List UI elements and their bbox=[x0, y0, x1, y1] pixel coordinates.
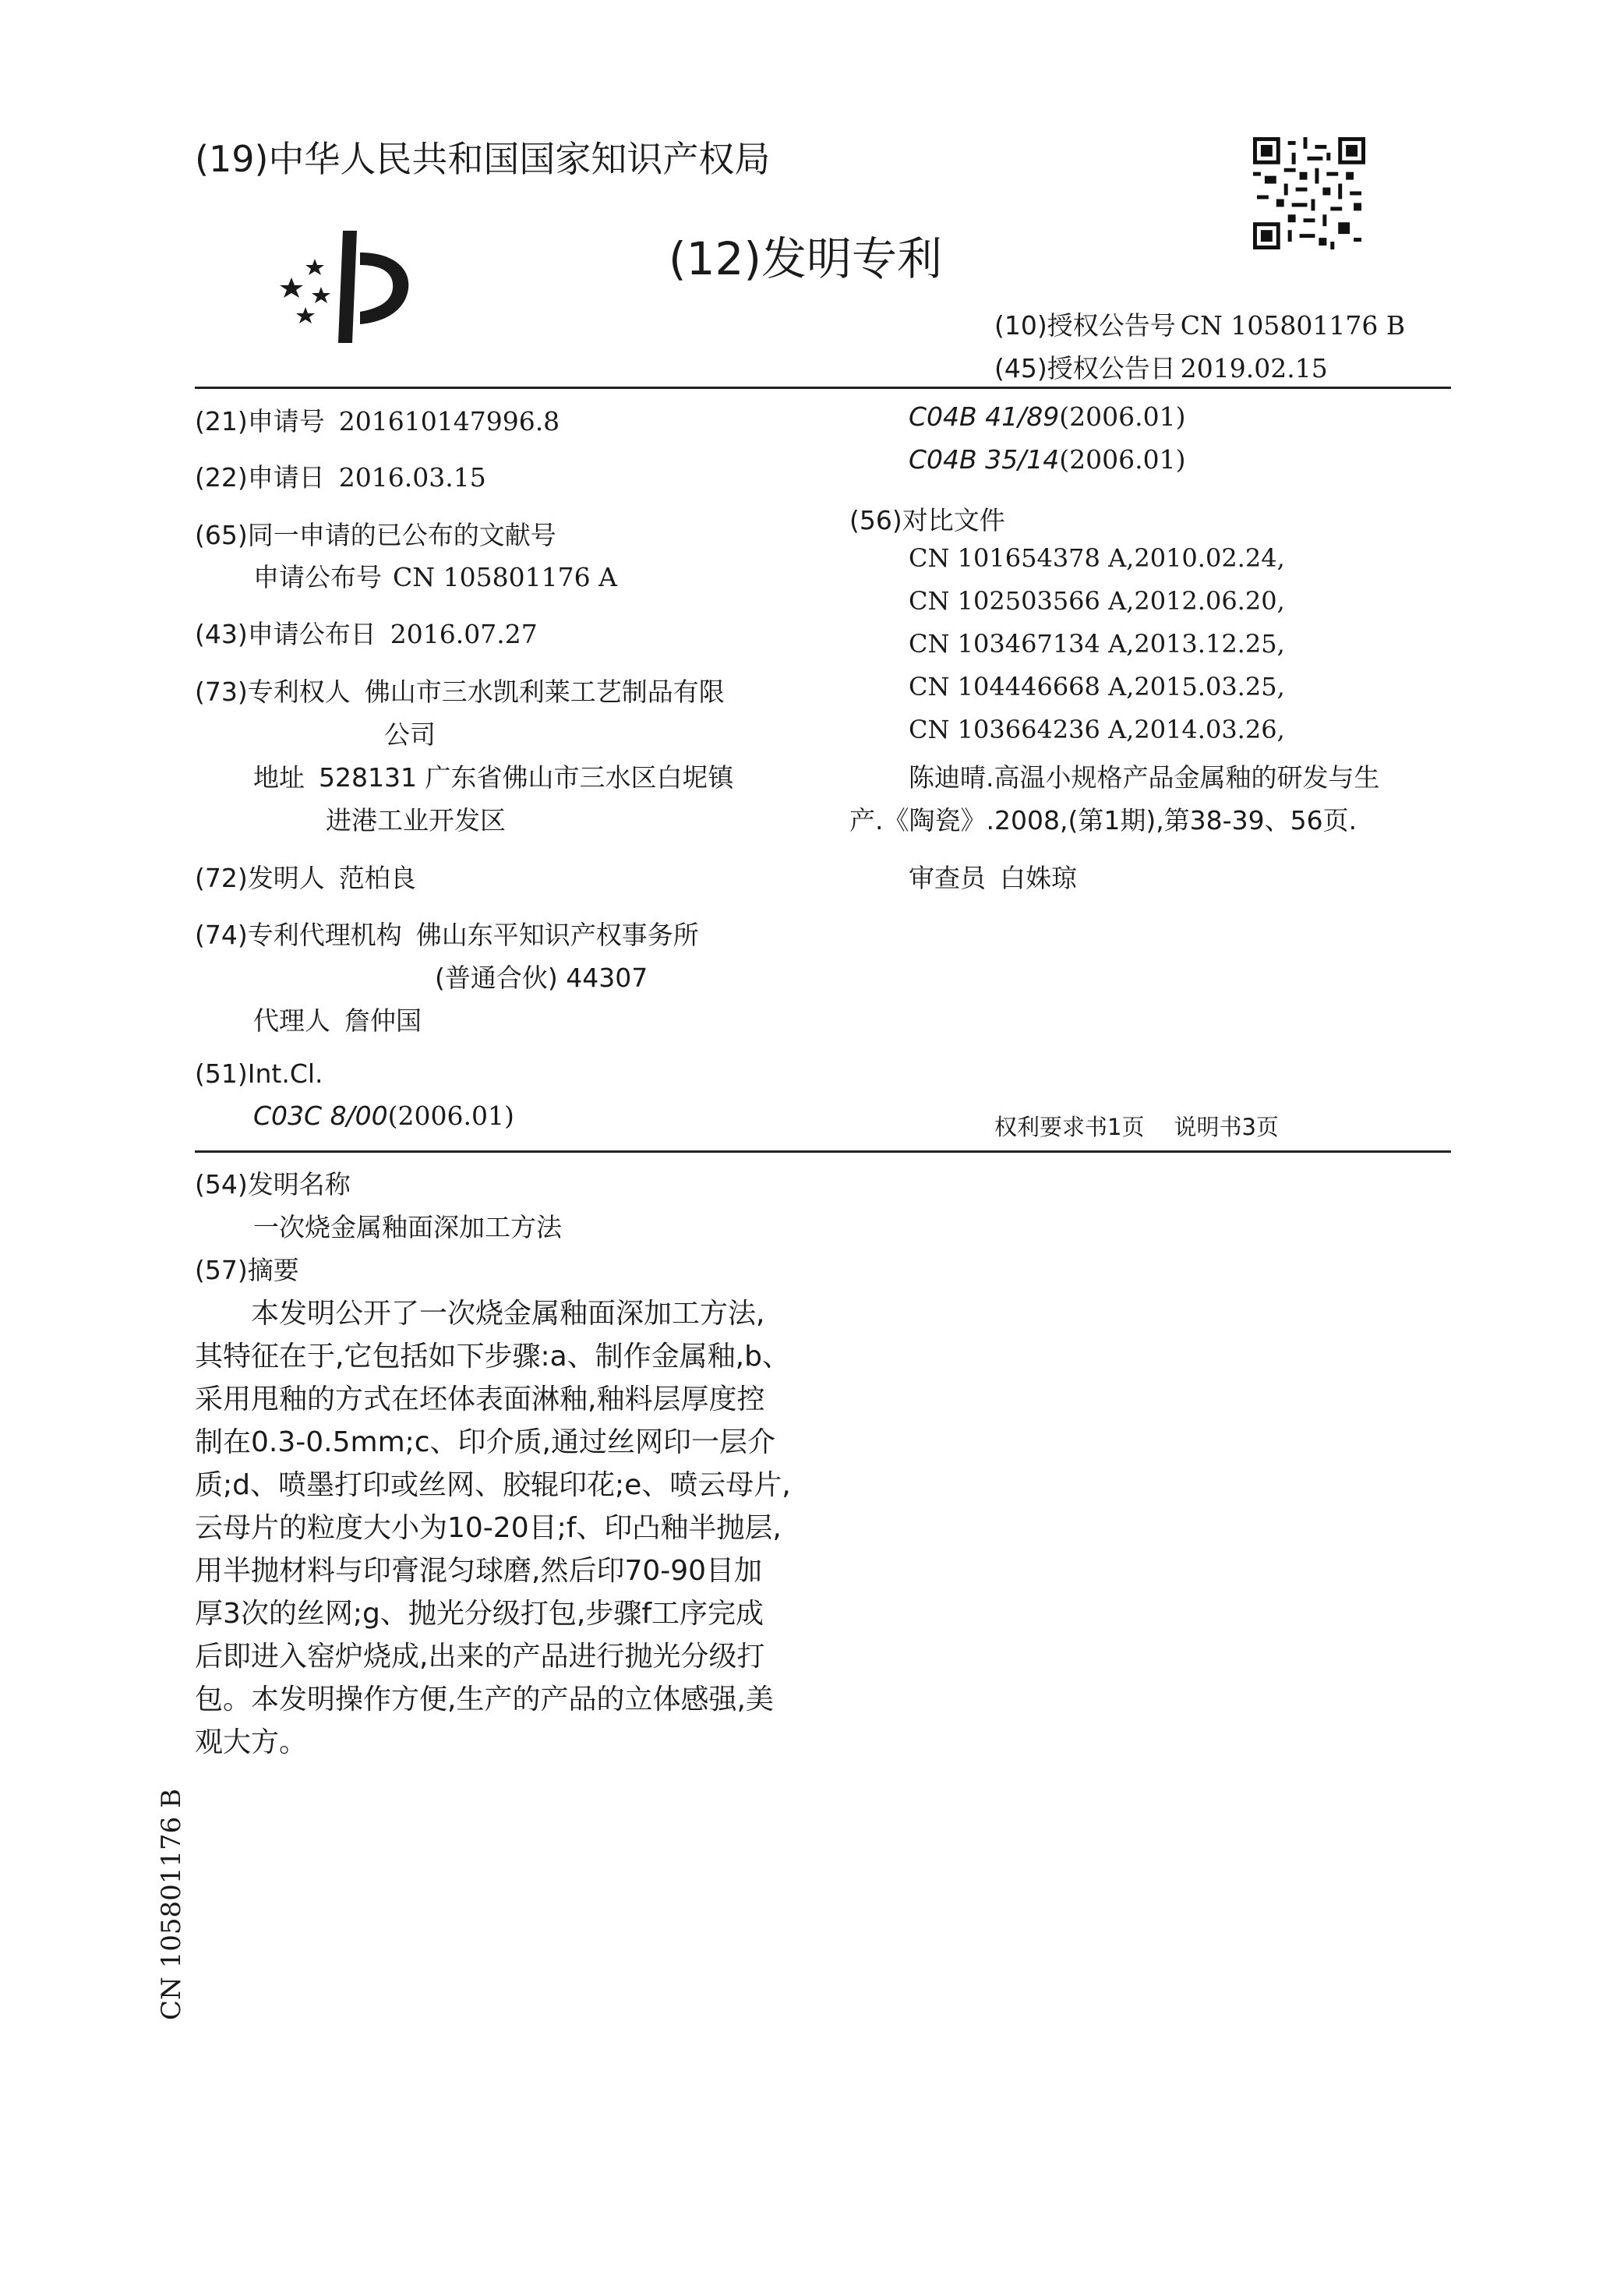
cited-reference: CN 101654378 A,2010.02.24, bbox=[909, 543, 1285, 573]
application-publication-date-value: 2016.07.27 bbox=[390, 619, 538, 649]
patent-agency bbox=[195, 915, 699, 952]
abstract-line: 质;d、喷墨打印或丝网、胶辊印花;e、喷云母片, bbox=[195, 1469, 791, 1501]
cited-reference: CN 103467134 A,2013.12.25, bbox=[909, 629, 1285, 659]
cited-reference: CN 102503566 A,2012.06.20, bbox=[909, 586, 1285, 616]
address-label: 地址 bbox=[253, 762, 305, 793]
application-date bbox=[195, 458, 486, 494]
patent-agency-value: 佛山东平知识产权事务所 bbox=[415, 920, 699, 950]
international-classification-1 bbox=[253, 1101, 514, 1131]
application-number-value: 201610147996.8 bbox=[338, 406, 560, 436]
patentee-label: (73)专利权人 bbox=[195, 677, 351, 707]
international-classification-3 bbox=[909, 444, 1185, 475]
address-value: 528131 广东省佛山市三水区白坭镇 bbox=[319, 762, 734, 793]
cnipa-logo bbox=[268, 221, 424, 346]
inventor-value: 范柏良 bbox=[338, 863, 416, 893]
patentee-continued: 公司 bbox=[384, 719, 436, 750]
patent-agency-label: (74)专利代理机构 bbox=[195, 920, 402, 950]
abstract-line: 采用甩釉的方式在坯体表面淋釉,釉料层厚度控 bbox=[195, 1383, 765, 1415]
patent-agency-continued: (普通合伙) 44307 bbox=[435, 963, 648, 993]
cited-reference: CN 103664236 A,2014.03.26, bbox=[909, 715, 1285, 744]
abstract-line: 其特征在于,它包括如下步骤:a、制作金属釉,b、 bbox=[195, 1341, 790, 1373]
application-publication-value: CN 105801176 A bbox=[393, 562, 617, 592]
abstract-line: 观大方。 bbox=[195, 1726, 308, 1758]
application-publication bbox=[253, 557, 617, 594]
grant-publication-date-label: (45)授权公告日 bbox=[994, 353, 1176, 383]
patentee bbox=[195, 672, 725, 708]
application-publication-date bbox=[195, 614, 538, 651]
abstract-line: 本发明公开了一次烧金属釉面深加工方法, bbox=[195, 1298, 765, 1330]
agent bbox=[253, 1001, 422, 1037]
application-number bbox=[195, 401, 560, 438]
international-classification-2 bbox=[909, 401, 1185, 432]
examiner-label: 审查员 bbox=[909, 863, 986, 893]
inventor-label: (72)发明人 bbox=[195, 863, 325, 893]
abstract-line: 后即进入窑炉烧成,出来的产品进行抛光分级打 bbox=[195, 1641, 765, 1673]
classification-code: C04B 41/89 bbox=[909, 401, 1060, 432]
cited-literature: 陈迪晴.高温小规格产品金属釉的研发与生 bbox=[909, 762, 1380, 793]
classification-code: C03C 8/00 bbox=[253, 1101, 388, 1131]
abstract-line: 云母片的粒度大小为10-20目;f、印凸釉半抛层, bbox=[195, 1512, 782, 1544]
page-counts bbox=[994, 1110, 1279, 1142]
description-pages: 说明书3页 bbox=[1174, 1114, 1279, 1140]
inventor bbox=[195, 858, 416, 895]
application-publication-date-label: (43)申请公布日 bbox=[195, 619, 376, 649]
cited-references-label: (56)对比文件 bbox=[849, 505, 1005, 535]
cited-reference: CN 104446668 A,2015.03.25, bbox=[909, 672, 1285, 701]
application-date-value: 2016.03.15 bbox=[338, 462, 486, 493]
patentee-value: 佛山市三水凯利莱工艺制品有限 bbox=[364, 677, 725, 707]
invention-title-label: (54)发明名称 bbox=[195, 1169, 351, 1200]
qr-code-image bbox=[1253, 137, 1365, 249]
classification-version: (2006.01) bbox=[1059, 401, 1186, 432]
grant-publication-number-label: (10)授权公告号 bbox=[994, 310, 1176, 341]
classification-version: (2006.01) bbox=[387, 1101, 514, 1131]
cited-literature-continued: 产.《陶瓷》.2008,(第1期),第38-39、56页. bbox=[849, 805, 1357, 836]
international-classification-label: (51)Int.Cl. bbox=[195, 1058, 323, 1089]
application-publication-label: 申请公布号 bbox=[253, 562, 382, 592]
grant-publication-date bbox=[994, 348, 1328, 385]
abstract-line: 用半抛材料与印膏混匀球磨,然后印70-90目加 bbox=[195, 1555, 763, 1587]
classification-code: C04B 35/14 bbox=[909, 444, 1060, 475]
same-application-label: (65)同一申请的已公布的文献号 bbox=[195, 520, 556, 550]
address-continued: 进港工业开发区 bbox=[326, 805, 506, 836]
grant-publication-date-value: 2019.02.15 bbox=[1180, 353, 1328, 383]
agent-value: 詹仲国 bbox=[344, 1005, 422, 1036]
document-type: (12)发明专利 bbox=[669, 232, 943, 285]
application-number-label: (21)申请号 bbox=[195, 406, 325, 436]
side-patent-number: CN 105801176 B bbox=[156, 1788, 187, 2020]
application-date-label: (22)申请日 bbox=[195, 462, 325, 493]
examiner bbox=[909, 858, 1077, 895]
abstract-line: 包。本发明操作方便,生产的产品的立体感强,美 bbox=[195, 1684, 774, 1715]
agent-label: 代理人 bbox=[253, 1005, 330, 1036]
body-divider bbox=[195, 1150, 1451, 1153]
classification-version: (2006.01) bbox=[1059, 444, 1186, 475]
office-name: (19)中华人民共和国国家知识产权局 bbox=[195, 138, 771, 180]
abstract-line: 厚3次的丝网;g、抛光分级打包,步骤f工序完成 bbox=[195, 1598, 764, 1630]
claims-pages: 权利要求书1页 bbox=[994, 1114, 1145, 1140]
address bbox=[253, 758, 733, 794]
abstract-line: 制在0.3-0.5mm;c、印介质,通过丝网印一层介 bbox=[195, 1426, 775, 1458]
grant-publication-number-value: CN 105801176 B bbox=[1180, 310, 1406, 341]
grant-publication-number bbox=[994, 306, 1405, 342]
invention-title: 一次烧金属釉面深加工方法 bbox=[253, 1212, 562, 1242]
header-divider bbox=[195, 387, 1451, 389]
abstract-label: (57)摘要 bbox=[195, 1255, 299, 1285]
examiner-value: 白姝琼 bbox=[1000, 863, 1077, 893]
